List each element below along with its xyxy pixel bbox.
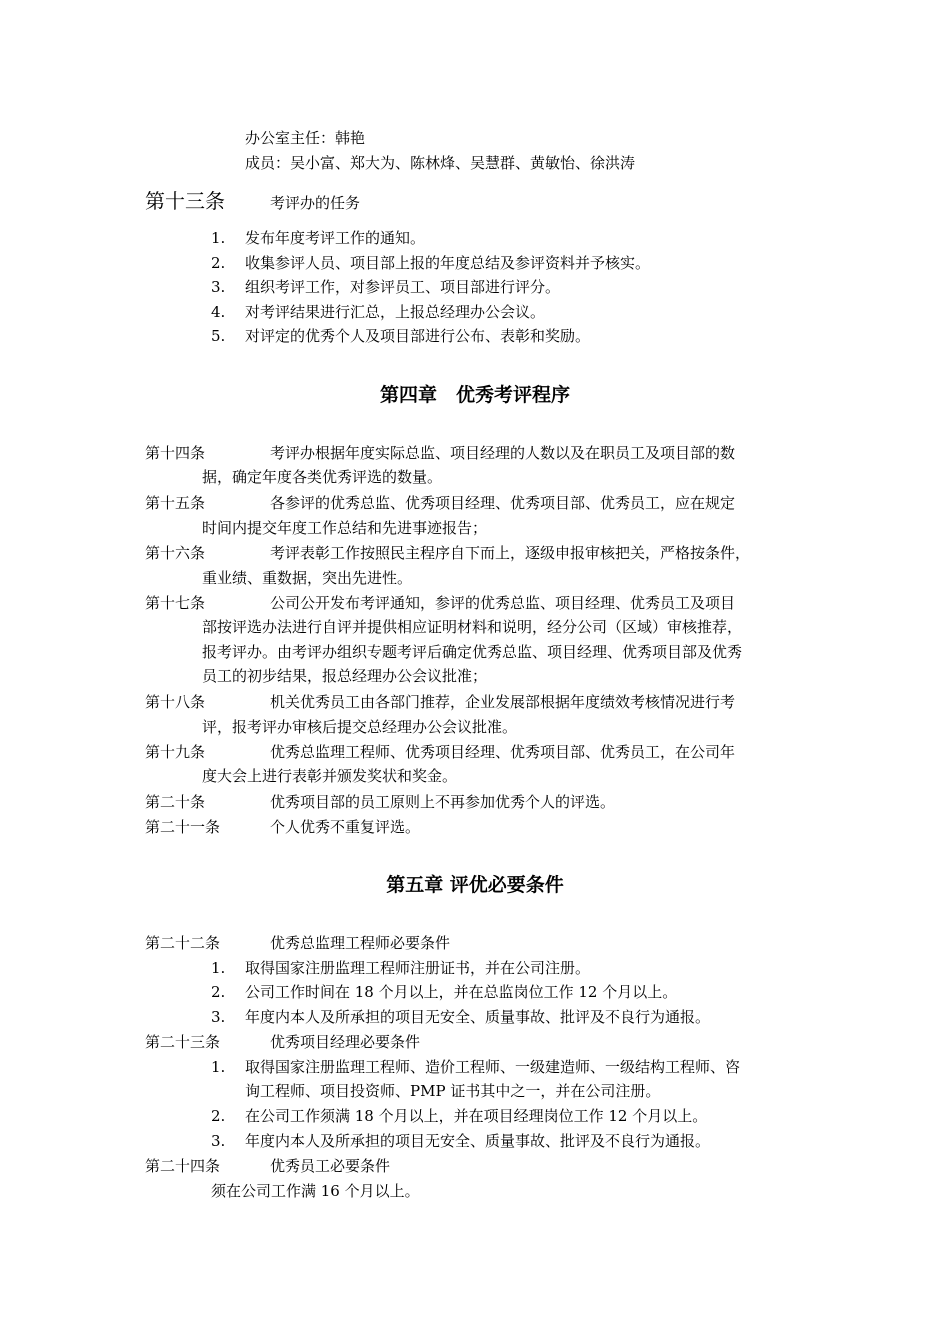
article-19-text: 度大会上进行表彰并颁发奖状和奖金。 — [202, 767, 458, 785]
article-18-label: 第十八条 — [145, 693, 206, 711]
article-24-text: 须在公司工作满 16 个月以上。 — [211, 1182, 420, 1200]
list-number: 3. — [211, 1132, 226, 1150]
article-18-text: 机关优秀员工由各部门推荐，企业发展部根据年度绩效考核情况进行考 — [270, 693, 736, 711]
article-16-label: 第十六条 — [145, 544, 206, 562]
list-number: 1. — [211, 959, 226, 977]
list-number: 2. — [211, 254, 226, 272]
list-item: 对评定的优秀个人及项目部进行公布、表彰和奖励。 — [245, 327, 591, 345]
article-13-title: 考评办的任务 — [270, 194, 361, 212]
article-21-text: 个人优秀不重复评选。 — [270, 818, 421, 836]
article-17-text: 报考评办。由考评办组织专题考评后确定优秀总监、项目经理、优秀项目部及优秀 — [202, 643, 743, 661]
article-16-text: 重业绩、重数据，突出先进性。 — [202, 569, 413, 587]
list-item: 公司工作时间在 18 个月以上，并在总监岗位工作 12 个月以上。 — [245, 983, 678, 1001]
list-item: 询工程师、项目投资师、PMP 证书其中之一，并在公司注册。 — [245, 1082, 661, 1100]
list-item: 组织考评工作，对参评员工、项目部进行评分。 — [245, 278, 561, 296]
chapter-5-heading: 第五章 评优必要条件 — [386, 874, 564, 896]
article-14-text: 据，确定年度各类优秀评选的数量。 — [202, 468, 443, 486]
list-number: 5. — [211, 327, 226, 345]
list-number: 1. — [211, 229, 226, 247]
article-20-label: 第二十条 — [145, 793, 206, 811]
article-18-text: 评，报考评办审核后提交总经理办公会议批准。 — [202, 718, 518, 736]
list-item: 年度内本人及所承担的项目无安全、质量事故、批评及不良行为通报。 — [245, 1008, 711, 1026]
article-16-text: 考评表彰工作按照民主程序自下而上，逐级申报审核把关，严格按条件， — [270, 544, 751, 562]
article-22-title: 优秀总监理工程师必要条件 — [270, 934, 451, 952]
chapter-4-heading: 第四章 优秀考评程序 — [379, 384, 570, 406]
list-number: 1. — [211, 1058, 226, 1076]
article-17-label: 第十七条 — [145, 594, 206, 612]
article-15-text: 时间内提交年度工作总结和先进事迹报告； — [202, 519, 488, 537]
article-24-label: 第二十四条 — [145, 1157, 221, 1175]
article-23-title: 优秀项目经理必要条件 — [270, 1033, 421, 1051]
article-15-label: 第十五条 — [145, 494, 206, 512]
article-19-text: 优秀总监理工程师、优秀项目经理、优秀项目部、优秀员工，在公司年 — [270, 743, 736, 761]
article-15-text: 各参评的优秀总监、优秀项目经理、优秀项目部、优秀员工，应在规定 — [270, 494, 736, 512]
article-21-label: 第二十一条 — [145, 818, 221, 836]
list-number: 4. — [211, 303, 226, 321]
list-item: 年度内本人及所承担的项目无安全、质量事故、批评及不良行为通报。 — [245, 1132, 711, 1150]
committee-members: 成员：吴小富、郑大为、陈林烽、吴慧群、黄敏怡、徐洪涛 — [245, 154, 636, 172]
article-14-label: 第十四条 — [145, 444, 206, 462]
article-14-text: 考评办根据年度实际总监、项目经理的人数以及在职员工及项目部的数 — [270, 444, 736, 462]
list-number: 2. — [211, 983, 226, 1001]
list-item: 对考评结果进行汇总，上报总经理办公会议。 — [245, 303, 546, 321]
list-item: 取得国家注册监理工程师注册证书，并在公司注册。 — [245, 959, 591, 977]
list-item: 在公司工作须满 18 个月以上，并在项目经理岗位工作 12 个月以上。 — [245, 1107, 708, 1125]
article-17-text: 部按评选办法进行自评并提供相应证明材料和说明，经分公司（区域）审核推荐， — [202, 618, 743, 636]
article-20-text: 优秀项目部的员工原则上不再参加优秀个人的评选。 — [270, 793, 616, 811]
article-17-text: 公司公开发布考评通知，参评的优秀总监、项目经理、优秀员工及项目 — [270, 594, 736, 612]
list-item: 取得国家注册监理工程师、造价工程师、一级建造师、一级结构工程师、咨 — [245, 1058, 741, 1076]
list-item: 发布年度考评工作的通知。 — [245, 229, 426, 247]
list-number: 3. — [211, 1008, 226, 1026]
list-item: 收集参评人员、项目部上报的年度总结及参评资料并予核实。 — [245, 254, 651, 272]
article-17-text: 员工的初步结果，报总经理办公会议批准； — [202, 667, 488, 685]
article-19-label: 第十九条 — [145, 743, 206, 761]
article-24-title: 优秀员工必要条件 — [270, 1157, 391, 1175]
list-number: 3. — [211, 278, 226, 296]
article-22-label: 第二十二条 — [145, 934, 221, 952]
article-23-label: 第二十三条 — [145, 1033, 221, 1051]
committee-director: 办公室主任：韩艳 — [245, 129, 366, 147]
list-number: 2. — [211, 1107, 226, 1125]
article-13-label: 第十三条 — [145, 189, 225, 213]
